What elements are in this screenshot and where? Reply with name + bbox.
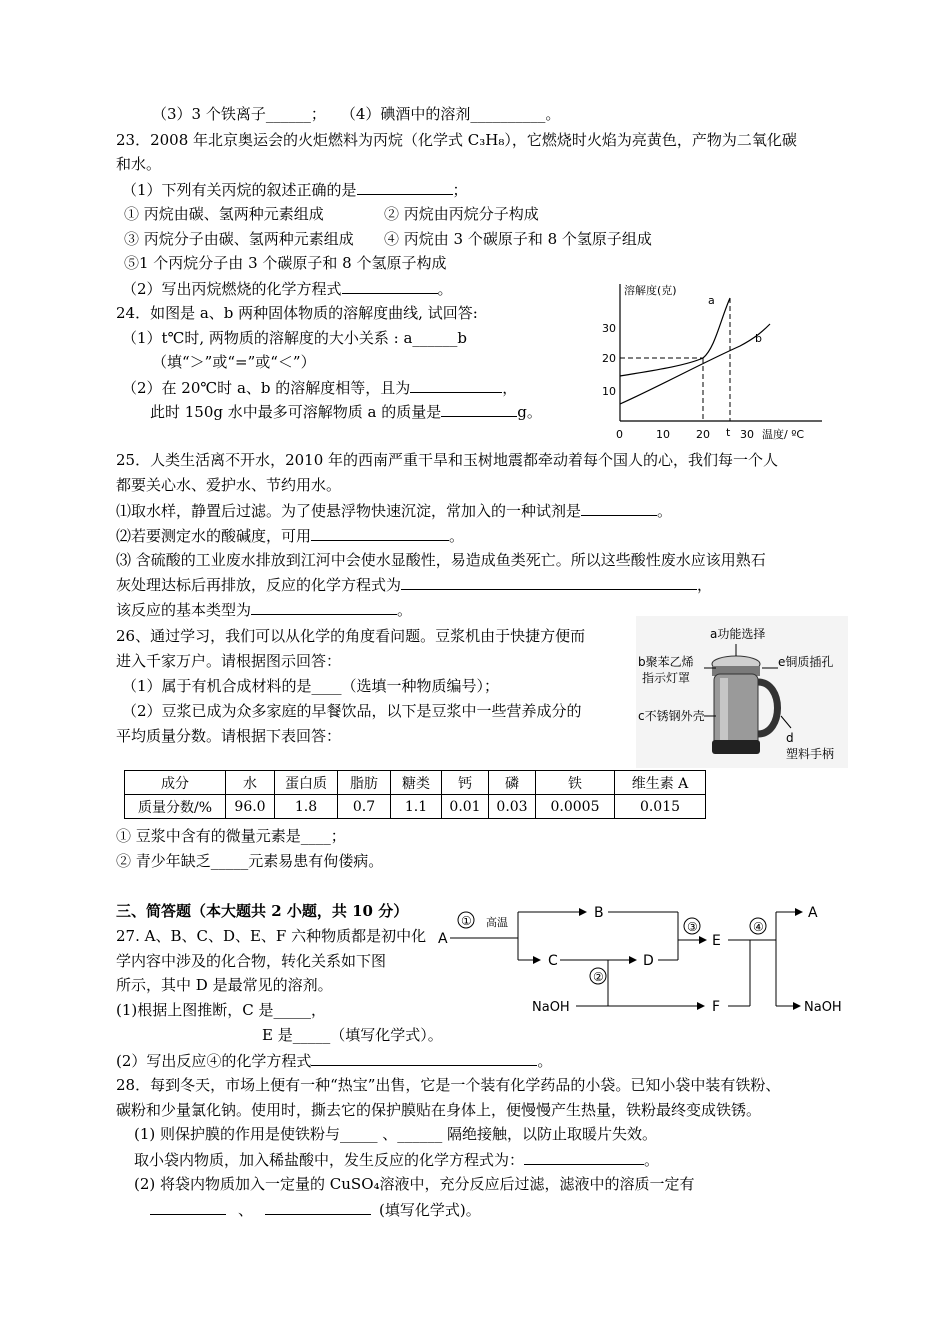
step-3-label: ③ (687, 920, 698, 934)
answer-blank[interactable] (265, 1199, 371, 1215)
header-cell: 脂肪 (338, 771, 391, 795)
q28-part2-b: 、 (填写化学式)。 (150, 1199, 481, 1220)
header-cell: 钙 (442, 771, 489, 795)
q23-option-5: ⑤1 个丙烷分子由 3 个碳原子和 8 个氢原子构成 (124, 254, 447, 272)
machine-base (712, 740, 760, 754)
header-cell: 维生素 A (615, 771, 706, 795)
row-cell: 0.7 (338, 795, 391, 819)
answer-blank[interactable] (251, 599, 397, 615)
q25-part3: ⑶ 含硫酸的工业废水排放到江河中会使水显酸性，易造成鱼类死亡。所以这些酸性废水应该用熟石 (116, 551, 766, 569)
nutrition-table (124, 770, 706, 819)
q26-line-1: 26、通过学习，我们可以从化学的角度看问题。豆浆机由于快捷方便而 (116, 627, 586, 645)
row-cell: 质量分数/% (125, 795, 226, 819)
q25-part1: ⑴取水样，静置后过滤。为了使悬浮物快速沉淀，常加入的一种试剂是 。 (116, 502, 673, 520)
soymilk-machine-figure (636, 616, 848, 768)
header-cell: 水 (226, 771, 275, 795)
q25-part3-c: 该反应的基本类型为 。 (116, 601, 413, 619)
q24-part2: （2）在 20℃时 a、b 的溶解度相等，且为 ， (122, 379, 518, 397)
q28-part2: (2) 将袋内物质加入一定量的 CuSO₄溶液中，充分反应后过滤，滤液中的溶质一定有 (134, 1175, 695, 1193)
curve-b-label: b (755, 332, 762, 345)
header-cell: 蛋白质 (275, 771, 338, 795)
node-f: F (712, 999, 721, 1015)
node-e: E (712, 933, 721, 949)
x-tick-30: 30 (740, 428, 754, 441)
header-cell: 糖类 (391, 771, 442, 795)
row-cell: 0.01 (442, 795, 489, 819)
q26-answer-1: ① 豆浆中含有的微量元素是____； (116, 827, 346, 845)
node-a-product: A (808, 905, 818, 921)
node-b: B (594, 905, 604, 921)
answer-blank[interactable] (342, 278, 438, 294)
answer-blank[interactable] (311, 525, 449, 541)
label-b-2: 指示灯罩 (642, 671, 691, 685)
q27-line-1: 27. A、B、C、D、E、F 六种物质都是初中化 (116, 927, 427, 945)
row-cell: 0.0005 (536, 795, 615, 819)
q24-part2b: 此时 150g 水中最多可溶解物质 a 的质量是 g。 (150, 403, 542, 421)
label-d-2: 塑料手柄 (786, 747, 835, 761)
label-b-1: b聚苯乙烯 (638, 655, 694, 669)
q28-line-2: 碳粉和少量氯化钠。使用时，撕去它的保护膜贴在身体上，便慢慢产生热量，铁粉最终变成铁锈。 (116, 1101, 762, 1119)
q23-option-1: ① 丙烷由碳、氢两种元素组成 (124, 205, 324, 223)
node-a: A (438, 931, 448, 947)
answer-blank[interactable] (311, 1050, 537, 1066)
q26-part1: （1）属于有机合成材料的是____（选填一种物质编号）； (122, 677, 500, 695)
step-1-label: ① (461, 914, 472, 928)
label-e: e铜质插孔 (778, 655, 834, 669)
y-tick-30: 30 (602, 322, 616, 335)
conversion-diagram (436, 898, 846, 1032)
x-tick-20: 20 (696, 428, 710, 441)
q28-part1: (1) 则保护膜的作用是使铁粉与_____ 、______ 隔绝接触，以防止取暖片失效。 (134, 1125, 658, 1143)
y-tick-10: 10 (602, 385, 616, 398)
row-cell: 1.8 (275, 795, 338, 819)
q26-part2-b: 平均质量分数。请根据下表回答： (116, 727, 342, 745)
table-row (125, 795, 706, 819)
label-c: c不锈钢外壳 (638, 709, 705, 723)
step-4-label: ④ (753, 920, 764, 934)
q25-line-1: 25．人类生活离不开水，2010 年的西南严重干旱和玉树地震都牵动着每个国人的心，我们每一个人 (116, 451, 779, 469)
answer-blank[interactable] (410, 377, 502, 393)
q24-part1: （1）t℃时, 两物质的溶解度的大小关系 : a______b (122, 329, 468, 347)
answer-blank[interactable] (441, 401, 517, 417)
q27-line-3: 所示，其中 D 是最常见的溶剂。 (116, 976, 333, 994)
step-2-label: ② (593, 970, 604, 984)
condition-high-temp: 高温 (486, 916, 508, 929)
q25-part2: ⑵若要测定水的酸碱度，可用 。 (116, 527, 465, 545)
label-a: a功能选择 (710, 627, 766, 641)
header-cell: 磷 (489, 771, 536, 795)
q23-part2: （2）写出丙烷燃烧的化学方程式 。 (122, 280, 453, 298)
node-c: C (548, 953, 558, 969)
answer-blank[interactable] (524, 1149, 644, 1165)
q23-stem-2: 和水。 (116, 155, 162, 173)
q26-answer-2: ② 青少年缺乏_____元素易患有佝偻病。 (116, 852, 384, 870)
q28-part1-b: 取小袋内物质，加入稀盐酸中，发生反应的化学方程式为： 。 (134, 1151, 660, 1169)
q23-option-3: ③ 丙烷分子由碳、氢两种元素组成 (124, 230, 354, 248)
x-tick-t: t (726, 426, 731, 439)
curve-a-label: a (708, 294, 715, 307)
solubility-chart (590, 276, 830, 446)
node-d: D (643, 953, 654, 969)
q24-stem: 24．如图是 a、b 两种固体物质的溶解度曲线, 试回答: (116, 304, 478, 322)
q26-line-2: 进入千家万户。请根据图示回答： (116, 652, 342, 670)
label-d-1: d (786, 731, 794, 745)
q27-part2: (2）写出反应④的化学方程式 。 (116, 1052, 553, 1070)
q23-part1: （1）下列有关丙烷的叙述正确的是 ； (122, 181, 468, 199)
q22-line: （3）3 个铁离子______； （4）碘酒中的溶剂__________。 (152, 105, 561, 123)
header-cell: 成分 (125, 771, 226, 795)
q27-part1: (1)根据上图推断，C 是_____， (116, 1001, 326, 1019)
section-3-title: 三、简答题（本大题共 2 小题，共 10 分） (116, 902, 409, 920)
curve-a (620, 298, 730, 376)
curve-b (620, 324, 770, 404)
y-axis-label: 溶解度(克) (624, 284, 677, 297)
row-cell: 0.015 (615, 795, 706, 819)
answer-blank[interactable] (401, 574, 697, 590)
q25-part3-b: 灰处理达标后再排放，反应的化学方程式为 ， (116, 576, 713, 594)
q23-option-2: ② 丙烷由丙烷分子构成 (384, 205, 539, 223)
node-naoh-left: NaOH (532, 1000, 570, 1015)
x-tick-10: 10 (656, 428, 670, 441)
q23-stem-1: 23．2008 年北京奥运会的火炬燃料为丙烷（化学式 C₃H₈），它燃烧时火焰为亮黄色，产物为二氧化碳 (116, 131, 797, 149)
q26-part2: （2）豆浆已成为众多家庭的早餐饮品，以下是豆浆中一些营养成分的 (122, 702, 582, 720)
x-axis-label: 温度/ ºC (762, 428, 805, 441)
table-header-row (125, 771, 706, 795)
q23-option-4: ④ 丙烷由 3 个碳原子和 8 个氢原子组成 (384, 230, 652, 248)
x-tick-0: 0 (616, 428, 623, 441)
answer-blank[interactable] (150, 1199, 226, 1215)
machine-highlight (720, 678, 728, 740)
header-cell: 铁 (536, 771, 615, 795)
node-naoh-right: NaOH (804, 1000, 842, 1015)
q24-part1-hint: （填“＞”或“=”或“＜”） (152, 353, 316, 371)
q27-line-2: 学内容中涉及的化合物，转化关系如下图 (116, 952, 387, 970)
answer-blank[interactable] (581, 500, 657, 516)
q28-line-1: 28．每到冬天，市场上便有一种“热宝”出售，它是一个装有化学药品的小袋。已知小袋中装有铁粉、 (116, 1076, 781, 1094)
answer-blank[interactable] (357, 179, 453, 195)
q25-line-2: 都要关心水、爱护水、节约用水。 (116, 476, 342, 494)
row-cell: 1.1 (391, 795, 442, 819)
q27-part1-b: E 是_____（填写化学式）。 (262, 1026, 443, 1044)
row-cell: 0.03 (489, 795, 536, 819)
row-cell: 96.0 (226, 795, 275, 819)
y-tick-20: 20 (602, 352, 616, 365)
